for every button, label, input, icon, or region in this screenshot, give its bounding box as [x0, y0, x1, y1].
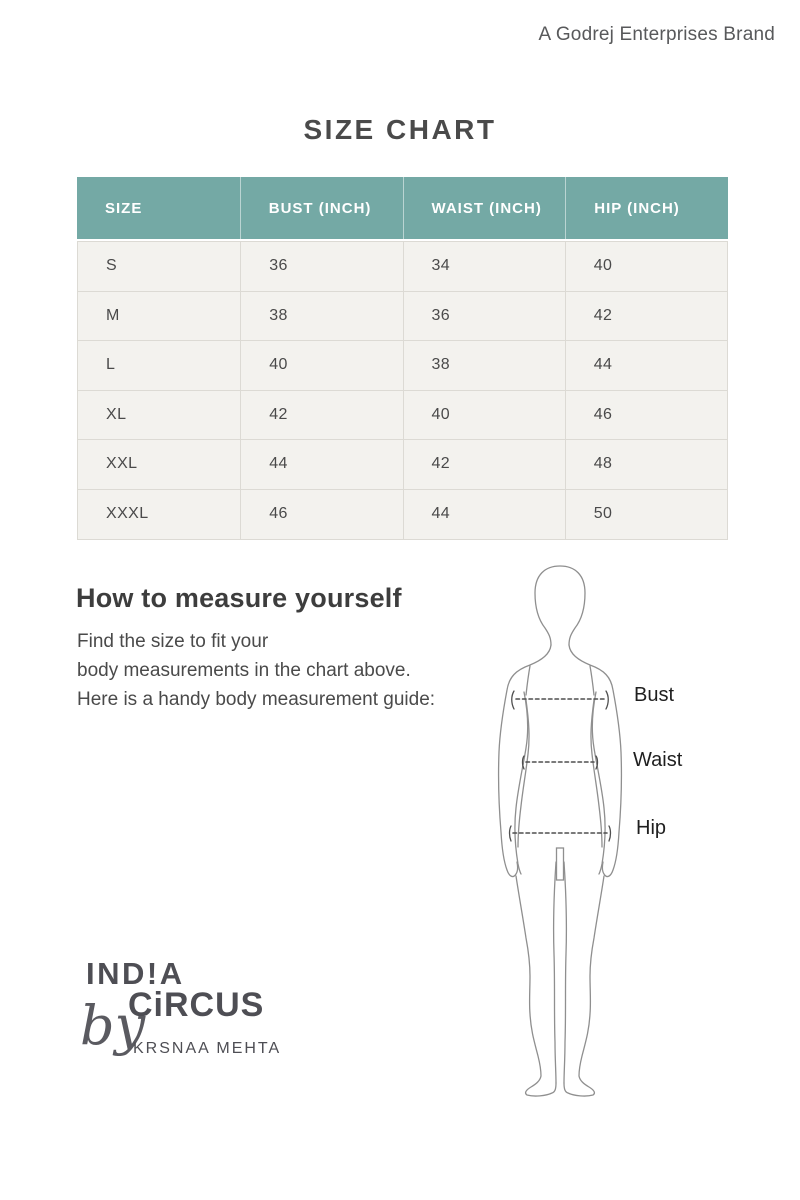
measurement-label-bust: Bust: [634, 684, 675, 706]
table-row: [78, 391, 727, 441]
table-row: [78, 490, 727, 540]
table-cell: 44: [403, 490, 565, 540]
size-chart-table: [77, 177, 728, 540]
logo-india-text: IND!A: [86, 956, 185, 991]
header-cell-bust: BUST (INCH): [240, 177, 403, 239]
guide-text-line: body measurements in the chart above.: [77, 660, 411, 681]
table-cell: 36: [240, 242, 402, 291]
brand-logo: [80, 956, 310, 1081]
table-cell: 34: [403, 242, 565, 291]
table-cell: 38: [240, 292, 402, 341]
table-row: [78, 341, 727, 391]
table-cell: XXXL: [106, 505, 149, 523]
body-figure-illustration: [485, 562, 635, 1112]
brand-line: A Godrej Enterprises Brand: [538, 24, 775, 45]
guide-text-line: Here is a handy body measurement guide:: [77, 689, 436, 710]
measurement-label-waist: Waist: [633, 749, 683, 771]
table-cell: 46: [240, 490, 402, 540]
table-cell: 44: [240, 440, 402, 489]
table-cell: 42: [565, 292, 727, 341]
table-cell: 36: [403, 292, 565, 341]
table-row: [78, 440, 727, 490]
table-cell: S: [106, 257, 118, 275]
guide-text-line: Find the size to fit your: [77, 631, 269, 652]
table-row: [78, 242, 727, 292]
table-cell: L: [106, 356, 116, 374]
table-cell: 40: [240, 341, 402, 390]
table-cell: 40: [565, 242, 727, 291]
table-cell: 38: [403, 341, 565, 390]
table-cell: M: [106, 306, 120, 324]
table-cell: 50: [565, 490, 727, 540]
guide-text: [77, 627, 435, 714]
table-cell: 44: [565, 341, 727, 390]
table-cell: XL: [106, 405, 127, 423]
page-title: SIZE CHART: [303, 114, 497, 145]
table-cell: 42: [240, 391, 402, 440]
logo-designer-name: KRSNAA MEHTA: [133, 1040, 282, 1057]
table-cell: 42: [403, 440, 565, 489]
header-cell-waist: WAIST (INCH): [403, 177, 566, 239]
guide-heading: How to measure yourself: [76, 583, 402, 613]
logo-circus-text: CiRCUS: [128, 986, 265, 1024]
table-cell: XXL: [106, 455, 138, 473]
table-cell: 40: [403, 391, 565, 440]
header-cell-size: SIZE: [105, 199, 143, 217]
logo-by-script: by: [80, 994, 146, 1057]
header-cell-hip: HIP (INCH): [565, 177, 728, 239]
table-cell: 48: [565, 440, 727, 489]
measurement-label-hip: Hip: [636, 817, 667, 839]
table-cell: 46: [565, 391, 727, 440]
table-header-row: [77, 177, 728, 239]
body-outline-drawing: [485, 562, 635, 1112]
table-body: [77, 241, 728, 540]
table-row: [78, 292, 727, 342]
